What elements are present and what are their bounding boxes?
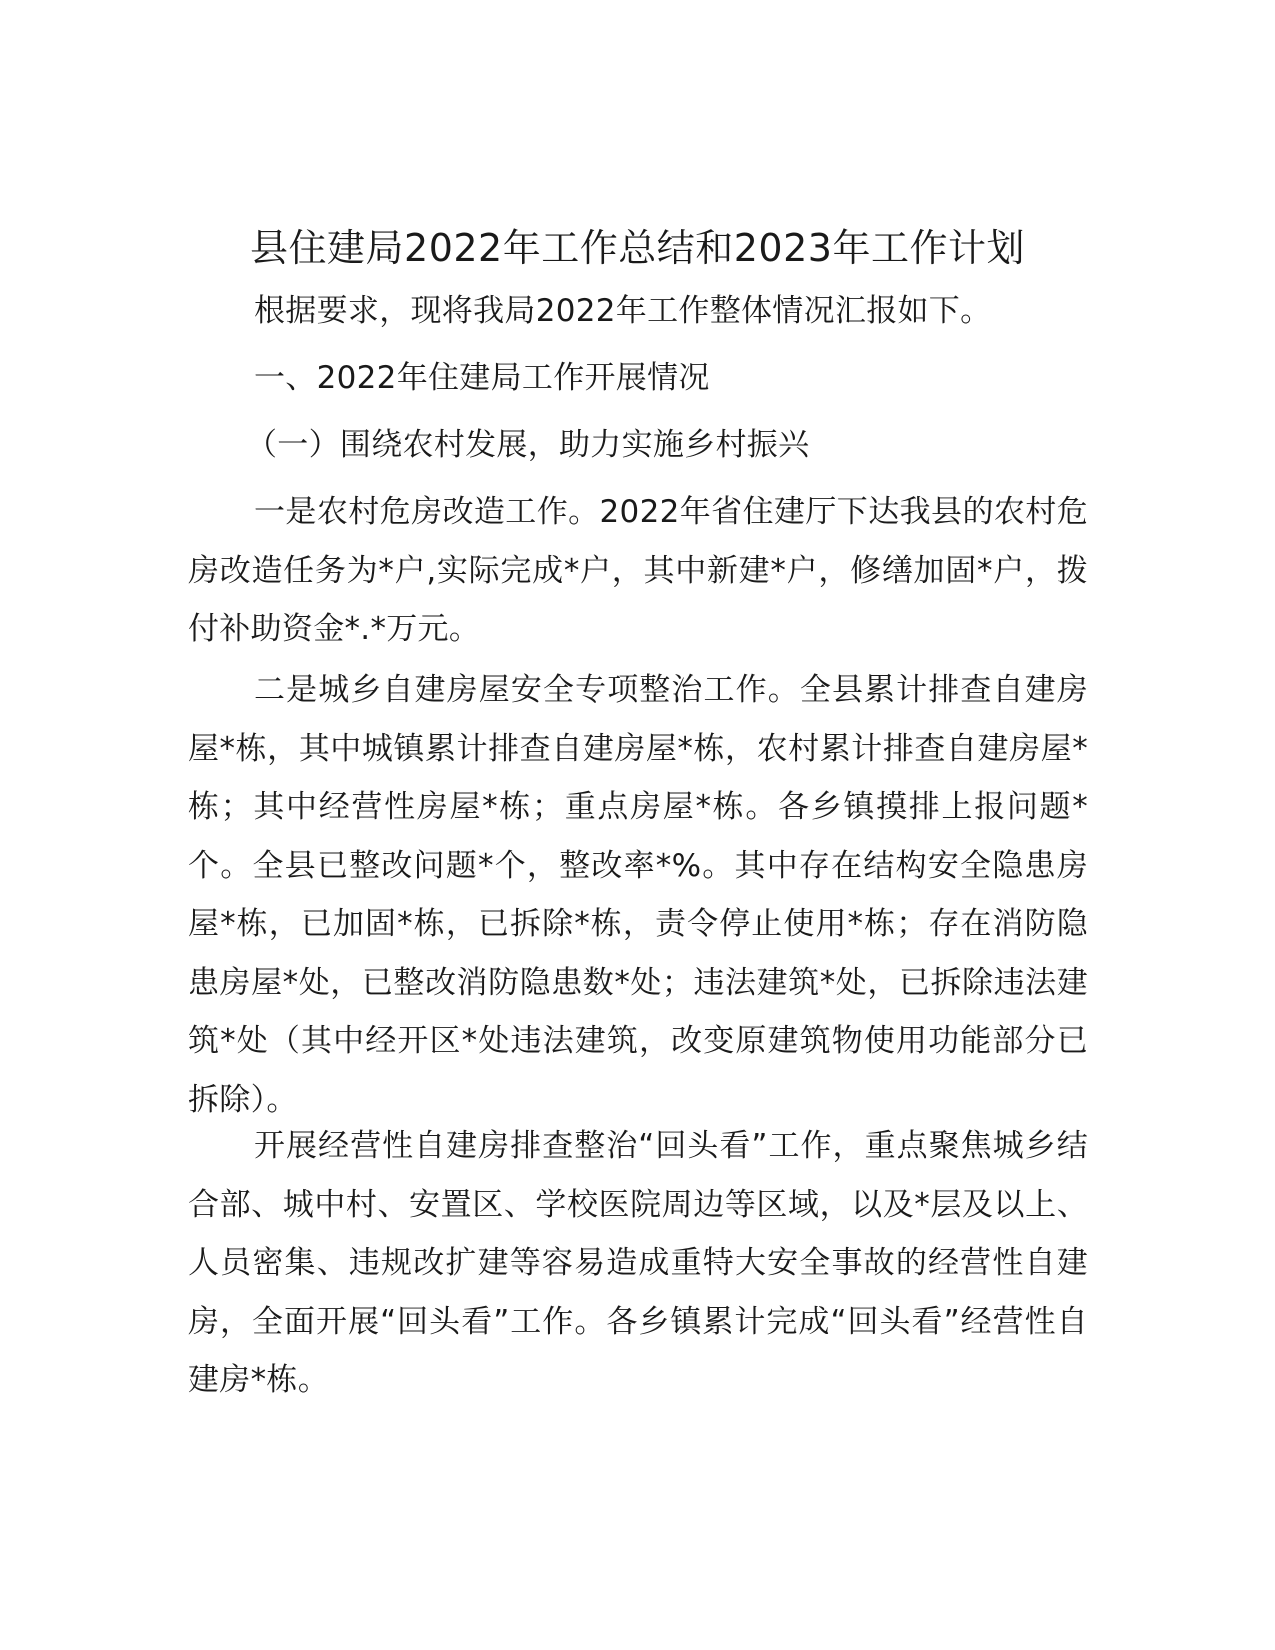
paragraph-self-built-safety: 二是城乡自建房屋安全专项整治工作。全县累计排查自建房屋*栋，其中城镇累计排查自建房屋*栋，农村累计排查自建房屋*栋；其中经营性房屋*栋；重点房屋*栋。各乡镇摸排上报问题*个。全县已整改问题*个，整改率*%。其中存在结构安全隐患房屋*栋，已加固*栋，已拆除*栋，责令停止使用*栋；存在消防隐患房屋*处，已整改消防隐患数*处；违法建筑*处，已拆除违法建筑*处（其中经开区*处违法建筑，改变原建筑物使用功能部分已拆除）。: [188, 672, 1088, 1118]
section-heading: 一、2022年住建局工作开展情况: [254, 360, 710, 396]
document-title: 县住建局2022年工作总结和2023年工作计划: [250, 226, 1025, 270]
paragraph-lookback: 开展经营性自建房排查整治“回头看”工作，重点聚焦城乡结合部、城中村、安置区、学校医院周边等区域，以及*层及以上、人员密集、违规改扩建等容易造成重特大安全事故的经营性自建房，全面开展“回头看”工作。各乡镇累计完成“回头看”经营性自建房*栋。: [188, 1128, 1088, 1398]
subsection-heading: （一）围绕农村发展，助力实施乡村振兴: [246, 427, 810, 463]
intro-paragraph: 根据要求，现将我局2022年工作整体情况汇报如下。: [254, 293, 992, 329]
paragraph-rural-renovation: 一是农村危房改造工作。2022年省住建厅下达我县的农村危房改造任务为*户,实际完成*户，其中新建*户，修缮加固*户，拨付补助资金*.*万元。: [188, 494, 1088, 647]
